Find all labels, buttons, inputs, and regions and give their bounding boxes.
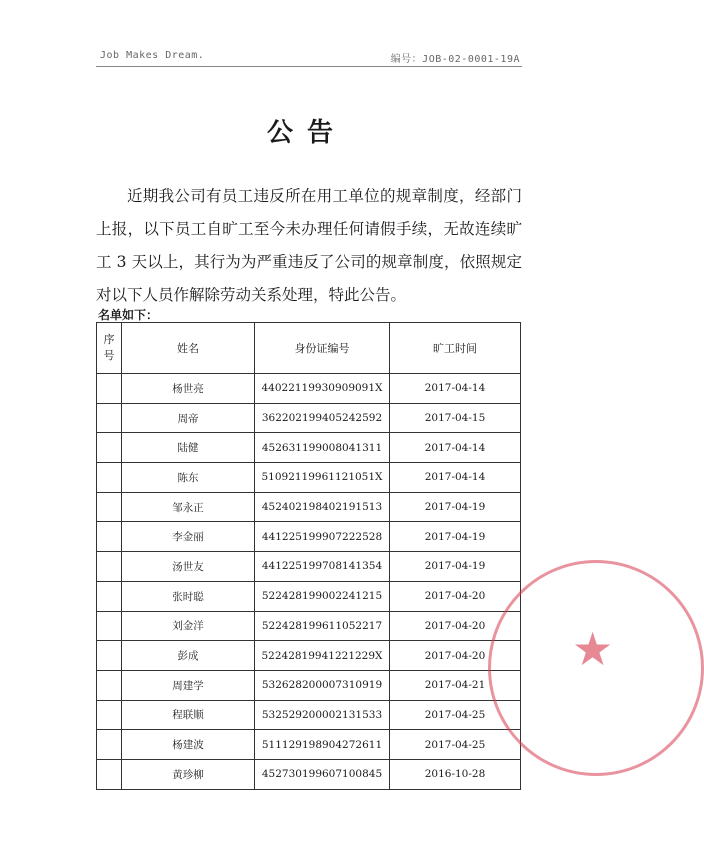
row-absence-date-cell: 2017-04-19	[390, 492, 521, 522]
row-absence-date-cell: 2017-04-20	[390, 641, 521, 671]
table-body	[97, 374, 521, 790]
row-seq-cell	[97, 433, 122, 463]
document-number: 编号：JOB-02-0001-19A	[390, 54, 520, 65]
row-name-cell: 黄珍柳	[122, 759, 255, 789]
table-row	[97, 522, 521, 552]
row-seq-cell	[97, 552, 122, 582]
table-row	[97, 730, 521, 760]
row-name-cell: 周帝	[122, 403, 255, 433]
row-seq-cell	[97, 611, 122, 641]
red-star-icon: ★	[572, 622, 614, 676]
row-name-cell: 邹永正	[122, 492, 255, 522]
row-seq-cell	[97, 759, 122, 789]
row-seq-cell	[97, 522, 122, 552]
row-absence-date-cell: 2017-04-20	[390, 581, 521, 611]
row-id-number-cell: 441225199708141354	[255, 552, 390, 582]
row-name-cell: 陆健	[122, 433, 255, 463]
row-name-cell: 李金丽	[122, 522, 255, 552]
row-absence-date-cell: 2017-04-14	[390, 433, 521, 463]
row-id-number-cell: 522428199611052217	[255, 611, 390, 641]
row-absence-date-cell: 2017-04-15	[390, 403, 521, 433]
table-row	[97, 403, 521, 433]
row-id-number-cell: 452631199008041311	[255, 433, 390, 463]
row-id-number-cell: 532628200007310919	[255, 670, 390, 700]
row-id-number-cell: 362202199405242592	[255, 403, 390, 433]
table-row	[97, 374, 521, 404]
row-id-number-cell: 522428199002241215	[255, 581, 390, 611]
row-name-cell: 汤世友	[122, 552, 255, 582]
header-slogan: Job Makes Dream.	[100, 50, 205, 61]
list-label: 名单如下：	[98, 308, 159, 322]
row-absence-date-cell: 2017-04-14	[390, 374, 521, 404]
row-id-number-cell: 511129198904272611	[255, 730, 390, 760]
row-id-number-cell: 52242819941221229X	[255, 641, 390, 671]
row-seq-cell	[97, 492, 122, 522]
table-row	[97, 492, 521, 522]
row-id-number-cell: 44022119930909091X	[255, 374, 390, 404]
row-absence-date-cell: 2017-04-14	[390, 463, 521, 493]
table-row	[97, 552, 521, 582]
row-name-cell: 杨建波	[122, 730, 255, 760]
table-header-row	[97, 323, 521, 374]
row-seq-cell	[97, 670, 122, 700]
row-absence-date-cell: 2017-04-19	[390, 522, 521, 552]
row-id-number-cell: 51092119961121051X	[255, 463, 390, 493]
table-row	[97, 581, 521, 611]
header-seq: 序 号	[97, 323, 122, 374]
row-name-cell: 陈东	[122, 463, 255, 493]
row-seq-cell	[97, 700, 122, 730]
row-absence-date-cell: 2016-10-28	[390, 759, 521, 789]
row-seq-cell	[97, 581, 122, 611]
table-row	[97, 641, 521, 671]
employee-table	[96, 322, 521, 790]
row-absence-date-cell: 2017-04-21	[390, 670, 521, 700]
row-id-number-cell: 532529200002131533	[255, 700, 390, 730]
row-id-number-cell: 441225199907222528	[255, 522, 390, 552]
row-name-cell: 程联顺	[122, 700, 255, 730]
table-row	[97, 433, 521, 463]
row-absence-date-cell: 2017-04-25	[390, 730, 521, 760]
header-absence-date: 旷工时间	[390, 323, 521, 374]
row-name-cell: 刘金洋	[122, 611, 255, 641]
row-absence-date-cell: 2017-04-25	[390, 700, 521, 730]
table-row	[97, 670, 521, 700]
row-seq-cell	[97, 374, 122, 404]
row-name-cell: 周建学	[122, 670, 255, 700]
row-name-cell: 彭成	[122, 641, 255, 671]
row-id-number-cell: 452730199607100845	[255, 759, 390, 789]
page-title: 公告	[266, 118, 347, 148]
notice-body	[96, 180, 522, 312]
table-row	[97, 700, 521, 730]
header-id-number: 身份证编号	[255, 323, 390, 374]
header-divider	[96, 66, 522, 67]
row-id-number-cell: 452402198402191513	[255, 492, 390, 522]
table-row	[97, 463, 521, 493]
table-row	[97, 759, 521, 789]
row-seq-cell	[97, 730, 122, 760]
row-name-cell: 杨世亮	[122, 374, 255, 404]
row-absence-date-cell: 2017-04-20	[390, 611, 521, 641]
row-seq-cell	[97, 463, 122, 493]
row-name-cell: 张时聪	[122, 581, 255, 611]
row-seq-cell	[97, 641, 122, 671]
notice-paragraph: 近期我公司有员工违反所在用工单位的规章制度，经部门上报，以下员工自旷工至今未办理任何请假手续，无故连续旷工 3 天以上，其行为为严重违反了公司的规章制度，依照规定对以下人员作解除劳动关系处理，特此公告。	[96, 187, 522, 304]
row-absence-date-cell: 2017-04-19	[390, 552, 521, 582]
table-row	[97, 611, 521, 641]
header-name: 姓名	[122, 323, 255, 374]
row-seq-cell	[97, 403, 122, 433]
